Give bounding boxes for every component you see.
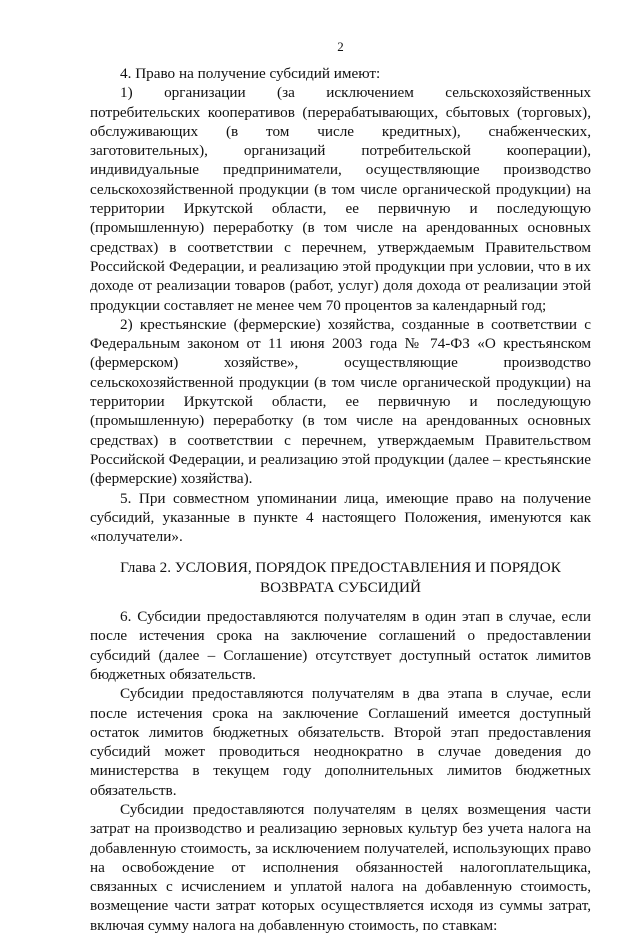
paragraph-6: 6. Субсидии предоставляются получателям в один этап в случае, если после истечения срока на заключение соглашений о предоставлении субсидий (далее – Соглашение) отсутствует доступный остаток лимитов бюджетных обязательств.: [90, 608, 591, 683]
chapter-heading-line-1: Глава 2. УСЛОВИЯ, ПОРЯДОК ПРЕДОСТАВЛЕНИЯ И ПОРЯДОК: [120, 559, 561, 577]
paragraph-purpose: Субсидии предоставляются получателям в целях возмещения части затрат на производство и реализацию зерновых культур без учета налога на добавленную стоимость, за исключением получателей, использующих право на освобождение от исполнения обязанностей налогоплательщика, связанных с исчислением и уплатой налога на добавленную стоимость, возмещение части затрат которых осуществляется исходя из суммы затрат, включая сумму налога на добавленную стоимость, по ставкам:: [90, 800, 591, 934]
paragraph-4-intro: 4. Право на получение субсидий имеют:: [120, 65, 381, 82]
chapter-heading: [90, 558, 591, 597]
paragraph-4-item-2: 2) крестьянские (фермерские) хозяйства, созданные в соответствии с Федеральным законом от 11 июня 2003 года № 74-ФЗ «О крестьянском (фермерском) хозяйстве», осуществляющие производство сельскохозяйственной продукции (в том числе органической продукции) на территории Иркутской области, ее первичную и последующую (промышленную) переработку (в том числе на арендованных основных средствах) в соответствии с перечнем, утверждаемым Правительством Российской Федерации, и реализацию этой продукции (далее – крестьянские (фермерские) хозяйства).: [90, 315, 591, 488]
spacer: [90, 546, 591, 558]
spacer: [90, 597, 591, 607]
page-number: 2: [337, 39, 344, 54]
paragraph-5: 5. При совместном упоминании лица, имеющие право на получение субсидий, указанные в пункте 4 настоящего Положения, именуются как «получатели».: [90, 489, 591, 546]
paragraph-two-stages: Субсидии предоставляются получателям в два этапа в случае, если после истечения срока на заключение Соглашений имеется доступный остаток лимитов бюджетных обязательств. Второй этап предоставления субсидий может проводиться неоднократно в случае доведения до министерства в текущем году дополнительных лимитов бюджетных обязательств.: [90, 685, 591, 799]
chapter-heading-line-2: ВОЗВРАТА СУБСИДИЙ: [260, 578, 421, 596]
paragraph-4-item-1: 1) организации (за исключением сельскохозяйственных потребительских кооперативов (перерабатывающих, сбытовых (торговых), обслуживающих (в том числе кредитных), снабженческих, заготовительных), организаций потребительской кооперации), индивидуальные предприниматели, осуществляющие производство сельскохозяйственной продукции (в том числе органической продукции) на территории Иркутской области, ее первичную и последующую (промышленную) переработку (в том числе на арендованных основных средствах) в соответствии с перечнем, утверждаемым Правительством Российской Федерации, и реализацию этой продукции при условии, что в их доходе от реализации товаров (работ, услуг) доля дохода от реализации этой продукции составляет не менее чем 70 процентов за календарный год;: [90, 84, 591, 314]
